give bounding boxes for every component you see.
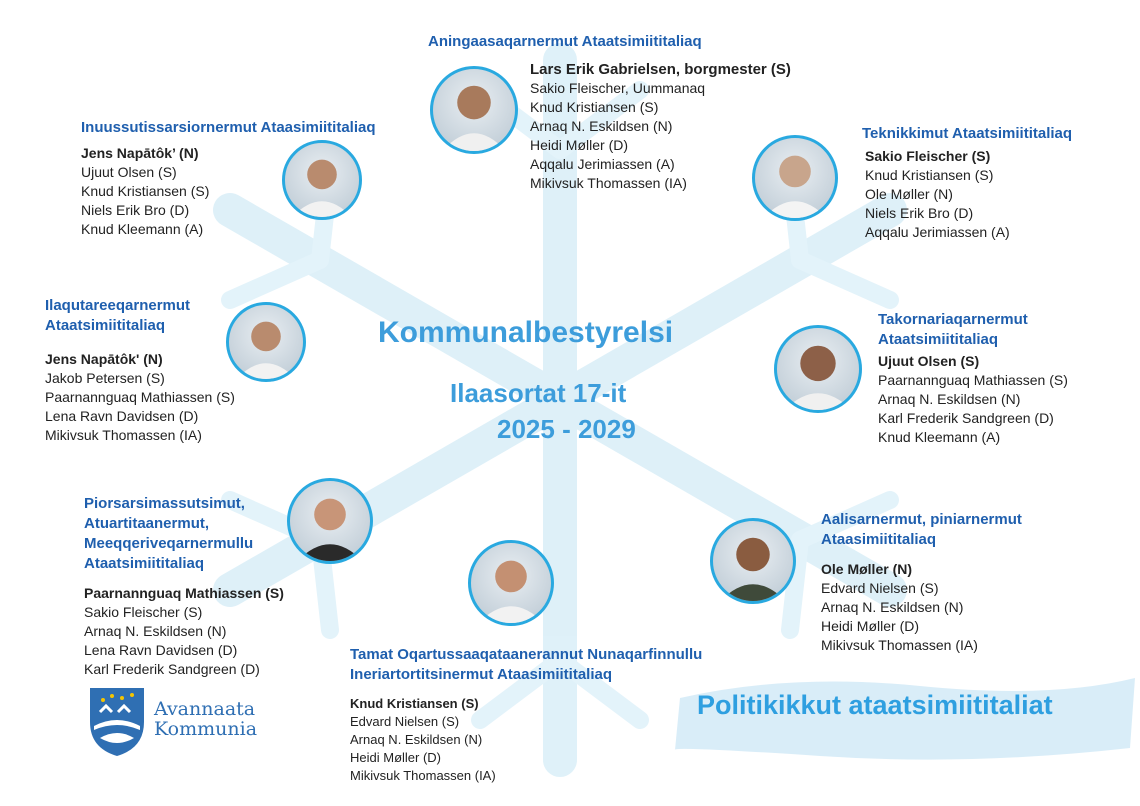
member-photo	[710, 518, 796, 604]
committee-title: Piorsarsimassutsimut, Atuartitaanermut, Meeqqeriveqarnermullu Ataatsimiititaliaq	[84, 495, 254, 572]
period-label: Ilaasortat 17-it	[450, 378, 627, 408]
committee-title: Aalisarnermut, piniarnermut Ataasimiititaliaq	[821, 511, 1022, 548]
committee-settlements	[350, 645, 702, 785]
committee-family	[45, 296, 235, 445]
member: Ujuut Olsen (S)	[878, 353, 980, 369]
member: Mikivsuk Thomassen (IA)	[821, 637, 978, 653]
member: Arnaq N. Eskildsen (N)	[530, 118, 673, 134]
committee-title: Tamat Oqartussaaqataanerannut Nunaqarfinnullu Ineriartortitsinermut Ataasimiititaliaq	[350, 646, 703, 683]
member: Jens Napātôk’ (N)	[81, 145, 199, 161]
member: Arnaq N. Eskildsen (N)	[84, 623, 227, 639]
committee-title: Inuussutissarsiornermut Ataasimiititaliaq	[81, 119, 376, 136]
committee-technical-members	[865, 147, 1010, 242]
member: Jens Napātôk' (N)	[45, 351, 163, 367]
member: Arnaq N. Eskildsen (N)	[350, 732, 483, 747]
member: Heidi Møller (D)	[530, 137, 628, 153]
member: Arnaq N. Eskildsen (N)	[878, 391, 1021, 407]
member: Edvard Nielsen (S)	[821, 580, 939, 596]
member: Sakio Fleischer, Uummanaq	[530, 80, 706, 96]
member: Lars Erik Gabrielsen, borgmester (S)	[530, 61, 791, 78]
member: Knud Kristiansen (S)	[530, 99, 659, 115]
member: Niels Erik Bro (D)	[81, 202, 190, 218]
member: Paarnannguaq Mathiassen (S)	[45, 389, 235, 405]
member: Ujuut Olsen (S)	[81, 164, 177, 180]
committee-tourism	[878, 310, 1068, 447]
member-photo	[468, 540, 554, 626]
coat-of-arms-icon	[88, 686, 146, 763]
member: Knud Kristiansen (S)	[865, 167, 994, 183]
committee-fishing	[821, 510, 1022, 655]
member-photo	[774, 325, 862, 413]
committee-title: Takornariaqarnermut Ataatsimiititaliaq	[878, 311, 1028, 348]
member: Karl Frederik Sandgreen (D)	[84, 661, 260, 677]
member: Knud Kleemann (A)	[81, 221, 204, 237]
committee-title: Aningaasaqarnermut Ataatsimiititaliaq	[428, 33, 702, 50]
member: Knud Kristiansen (S)	[81, 183, 210, 199]
member: Niels Erik Bro (D)	[865, 205, 974, 221]
member: Aqqalu Jerimiassen (A)	[865, 224, 1010, 240]
member: Jakob Petersen (S)	[45, 370, 165, 386]
member: Mikivsuk Thomassen (IA)	[350, 768, 496, 783]
member: Ole Møller (N)	[821, 561, 913, 577]
member: Paarnannguaq Mathiassen (S)	[878, 372, 1068, 388]
member: Karl Frederik Sandgreen (D)	[878, 410, 1054, 426]
member: Arnaq N. Eskildsen (N)	[821, 599, 964, 615]
logo-line-1: Avannaata	[154, 698, 256, 720]
member: Edvard Nielsen (S)	[350, 714, 460, 729]
committee-finance	[428, 32, 702, 58]
member: Knud Kleemann (A)	[878, 429, 1001, 445]
member-photo	[287, 478, 373, 564]
committee-education	[84, 494, 284, 679]
member: Lena Ravn Davidsen (D)	[84, 642, 238, 658]
member: Aqqalu Jerimiassen (A)	[530, 156, 675, 172]
committee-title: Teknikkimut Ataatsimiititaliaq	[862, 125, 1073, 142]
member: Ole Møller (N)	[865, 186, 953, 202]
member: Knud Kristiansen (S)	[350, 696, 479, 711]
member: Heidi Møller (D)	[350, 750, 441, 765]
committee-title: Ilaqutareeqarnermut Ataatsimiititaliaq	[45, 297, 191, 334]
logo-line-2: Kommunia	[154, 718, 258, 740]
years-label: 2025 - 2029	[497, 414, 636, 444]
page-title: Kommunalbestyrelsi	[378, 316, 674, 349]
member: Sakio Fleischer (S)	[865, 148, 991, 164]
member-photo	[226, 302, 306, 382]
member: Lena Ravn Davidsen (D)	[45, 408, 199, 424]
logo-text	[154, 699, 257, 739]
member-photo	[752, 135, 838, 221]
member: Heidi Møller (D)	[821, 618, 919, 634]
member: Paarnannguaq Mathiassen (S)	[84, 585, 284, 601]
member: Mikivsuk Thomassen (IA)	[530, 175, 687, 191]
member: Sakio Fleischer (S)	[84, 604, 203, 620]
slogan-text: Politikikkut ataatsimiititaliat	[697, 690, 1053, 720]
member-photo	[282, 140, 362, 220]
member: Mikivsuk Thomassen (IA)	[45, 427, 202, 443]
member-photo	[430, 66, 518, 154]
